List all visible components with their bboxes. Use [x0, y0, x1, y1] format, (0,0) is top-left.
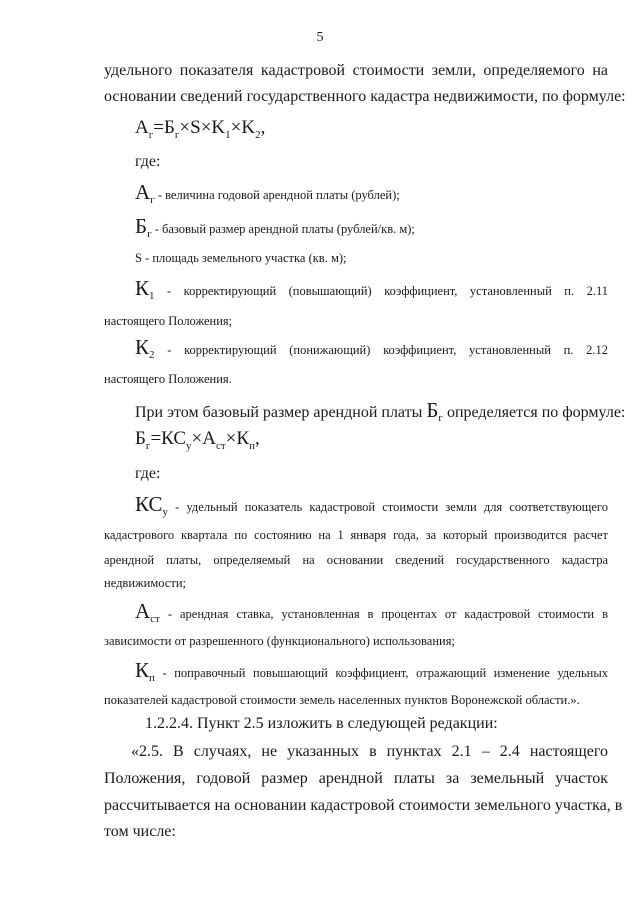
- page-number: 5: [316, 30, 324, 45]
- definition-k1-line-2: настоящего Положения;: [104, 314, 233, 328]
- para-2-5-line-1: «2.5. В случаях, не указанных в пунктах 2.1 – 2.4 настоящего: [131, 743, 608, 760]
- definition-k1-line-1: К1 - корректирующий (повышающий) коэффициент, установленный п. 2.11: [135, 276, 608, 302]
- definition-base-rent: Бг - базовый размер арендной платы (рублей/кв. м);: [135, 214, 415, 240]
- definition-annual-rent: Аг - величина годовой арендной платы (рублей);: [135, 180, 400, 206]
- intro-line-2: основании сведений государственного кадастра недвижимости, по формуле:: [104, 88, 626, 105]
- definition-kp-line-2: показателей кадастровой стоимости земель населенных пунктов Воронежской области.».: [104, 693, 580, 707]
- definition-k2-line-1: К2 - корректирующий (понижающий) коэффициент, установленный п. 2.12: [135, 335, 608, 361]
- formula-rent: $А_г=Б_г\times S\times K_1\times K_2$,: [135, 117, 266, 141]
- para-2-5-line-3: рассчитывается на основании кадастровой стоимости земельного участка, в: [104, 797, 623, 814]
- definition-ast-line-1: Аст - арендная ставка, установленная в процентах от кадастровой стоимости в: [135, 599, 608, 625]
- definition-ks-line-4: недвижимости;: [104, 576, 186, 590]
- para-2-5-line-2: Положения, годовой размер арендной платы за земельный участок: [104, 770, 608, 787]
- definition-ast-line-2: зависимости от разрешенного (функционального) использования;: [104, 634, 455, 648]
- definition-ks-line-1: КСу - удельный показатель кадастровой стоимости земли для соответствующего: [135, 492, 608, 518]
- formula-base-rent: $Б_г=КС_у\times А_{ст}\times К_п$,: [135, 428, 260, 452]
- definition-k2-line-2: настоящего Положения.: [104, 372, 232, 386]
- where-label-2: где:: [135, 465, 161, 482]
- where-label-1: где:: [135, 153, 161, 170]
- para-2-5-line-4: том числе:: [104, 823, 176, 840]
- intro-line-1: удельного показателя кадастровой стоимости земли, определяемого на: [104, 62, 608, 79]
- definition-ks-line-3: арендной платы, определяемый на основании сведений государственного кадастра: [104, 553, 608, 567]
- clause-heading: 1.2.2.4. Пункт 2.5 изложить в следующей редакции:: [145, 715, 498, 732]
- definition-area: S - площадь земельного участка (кв. м);: [135, 251, 347, 265]
- definition-ks-line-2: кадастрового квартала по состоянию на 1 января года, за который производится расчет: [104, 528, 608, 542]
- definition-kp-line-1: Кп - поправочный повышающий коэффициент, отражающий изменение удельных: [135, 658, 608, 684]
- base-rent-intro: При этом базовый размер арендной платы $Б_г$ определяется по формуле:: [135, 398, 626, 424]
